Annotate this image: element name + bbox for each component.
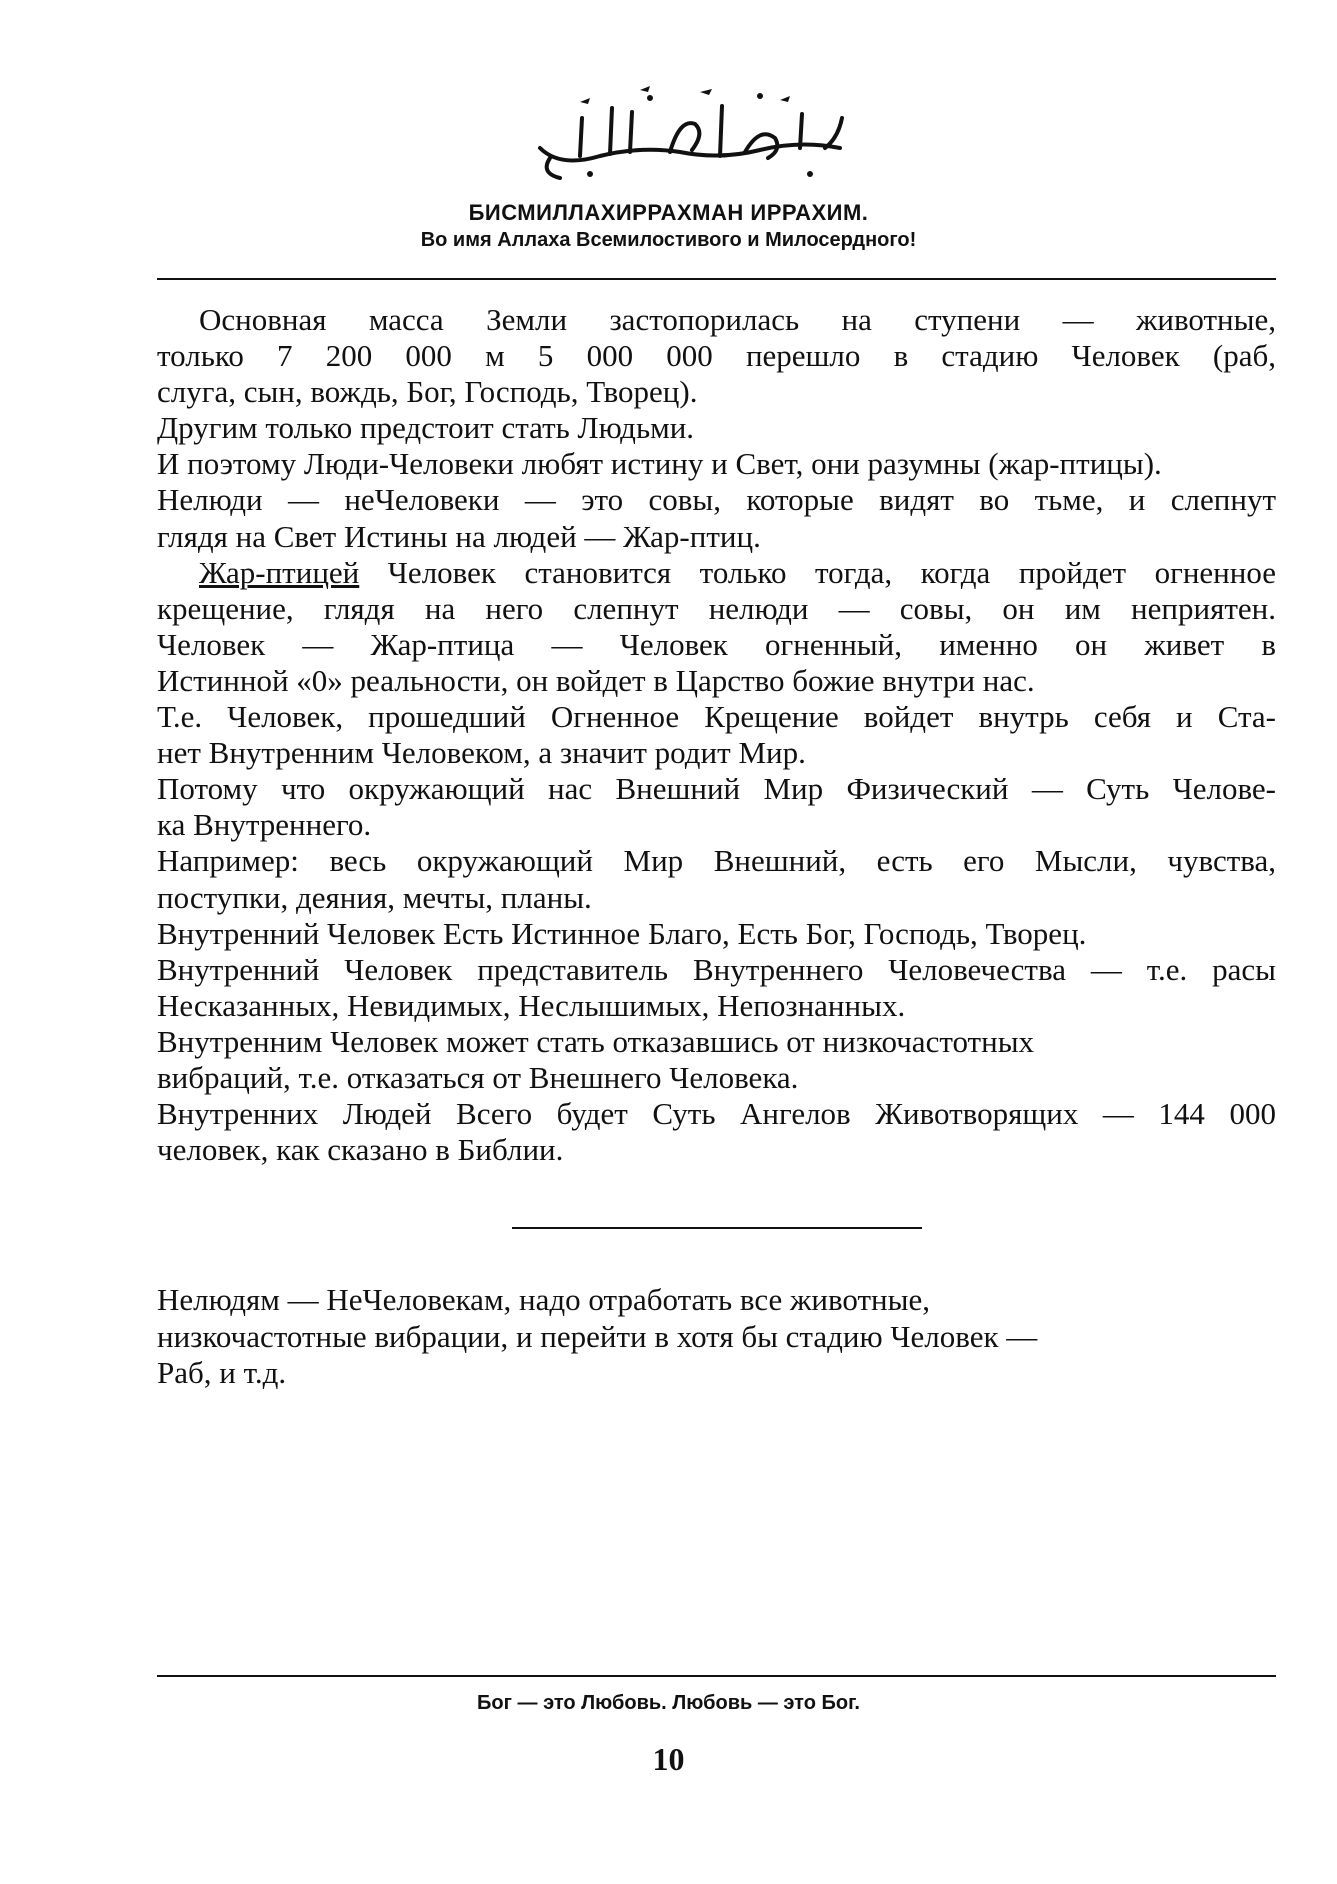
header-divider — [157, 278, 1276, 280]
footer-motto: Бог — это Любовь. Любовь — это Бог. — [477, 1692, 860, 1714]
text-line: Внутренних Людей Всего будет Суть Ангелов Животворящих — 144 000 — [157, 1096, 1276, 1132]
text-line: низкочастотные вибрации, и перейти в хотя бы стадию Человек — — [157, 1318, 1038, 1354]
text-line: человек, как сказано в Библии. — [157, 1132, 564, 1168]
text-line: Человек — Жар-птица — Человек огненный, именно он живет в — [157, 626, 1276, 662]
page-number: 10 — [652, 1741, 685, 1777]
text-fragment: Человек становится только тогда, когда пройдет огненное — [359, 554, 1276, 590]
header-title: БИСМИЛЛАХИРРАХМАН ИРРАХИМ. — [468, 200, 869, 225]
main-text — [157, 302, 1276, 1168]
text-line: И поэтому Люди-Человеки любят истину и Свет, они разумны (жар-птицы). — [157, 446, 1162, 482]
text-line: Например: весь окружающий Мир Внешний, есть его Мысли, чувства, — [157, 843, 1276, 879]
text-line: только 7 200 000 м 5 000 000 перешло в стадию Человек (раб, — [157, 338, 1276, 374]
text-line: Внутренний Человек представитель Внутреннего Человечества — т.е. расы — [157, 951, 1276, 987]
text-line: Другим только предстоит стать Людьми. — [157, 410, 695, 446]
header-subtitle: Во имя Аллаха Всемилостивого и Милосердного! — [420, 229, 917, 251]
bismillah-calligraphy-icon — [520, 78, 860, 188]
text-line: Т.е. Человек, прошедший Огненное Крещение войдет внутрь себя и Ста- — [157, 699, 1276, 735]
text-line: нет Внутренним Человеком, а значит родит Мир. — [157, 735, 806, 771]
text-line: глядя на Свет Истины на людей — Жар-птиц. — [157, 518, 761, 554]
text-line: вибраций, т.е. отказаться от Внешнего Человека. — [157, 1059, 799, 1095]
underlined-term: Жар-птицей — [199, 554, 360, 590]
text-line: Внутренний Человек Есть Истинное Благо, Есть Бог, Господь, Творец. — [157, 915, 1087, 951]
text-line: Основная масса Земли застопорилась на ступени — животные, — [199, 302, 1276, 337]
section-divider — [512, 1227, 922, 1229]
text-line: Потому что окружающий нас Внешний Мир Физический — Суть Челове- — [157, 771, 1276, 807]
text-line: Внутренним Человек может стать отказавшись от низкочастотных — [157, 1023, 1035, 1059]
text-line: Истинной «0» реальности, он войдет в Царство божие внутри нас. — [157, 662, 1035, 698]
closing-text — [157, 1282, 1197, 1392]
text-line: Несказанных, Невидимых, Неслышимых, Непознанных. — [157, 987, 906, 1023]
text-line — [157, 555, 1276, 591]
text-line: слуга, сын, вождь, Бог, Господь, Творец). — [157, 374, 698, 410]
text-line: Нелюдям — НеЧеловекам, надо отработать все животные, — [157, 1282, 930, 1317]
text-line: Раб, и т.д. — [157, 1355, 287, 1390]
text-line: поступки, деяния, мечты, планы. — [157, 879, 592, 915]
text-line: Нелюди — неЧеловеки — это совы, которые видят во тьме, и слепнут — [157, 482, 1276, 518]
footer-divider — [157, 1675, 1276, 1677]
text-line: крещение, глядя на него слепнут нелюди — совы, он им неприятен. — [157, 590, 1276, 626]
text-line: ка Внутреннего. — [157, 807, 372, 843]
